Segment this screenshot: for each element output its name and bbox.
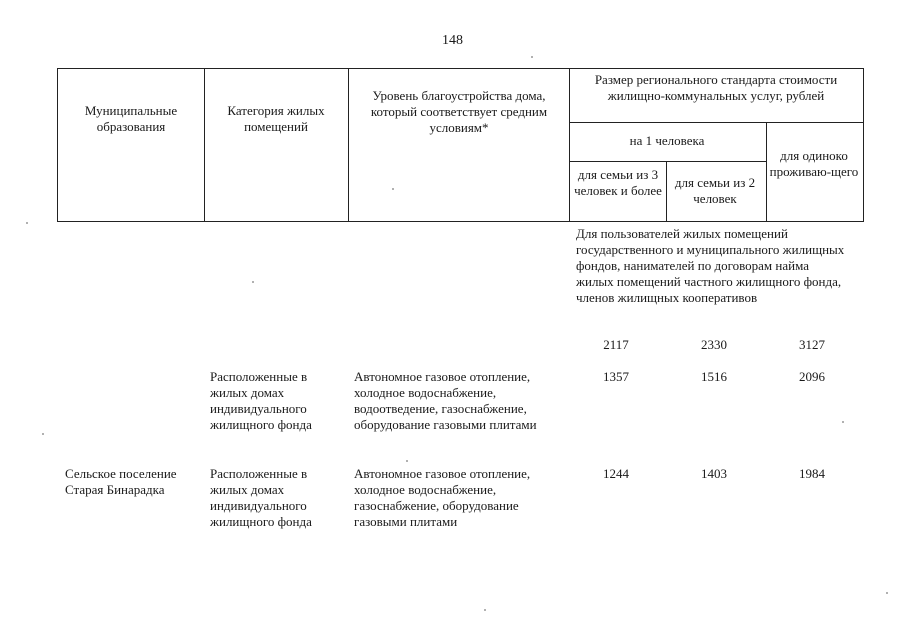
row-category: Расположенные в жилых домах индивидуального жилищного фонда: [210, 466, 312, 529]
scan-speck: [842, 421, 844, 423]
divider: [569, 122, 864, 123]
header-per-person: на 1 человека: [629, 133, 705, 148]
value-family-3: 1244: [603, 466, 629, 481]
value-single: 1984: [799, 466, 825, 481]
scan-speck: [42, 433, 44, 435]
scan-speck: [406, 460, 408, 462]
row-municipal: Сельское поселение Старая Бинарадка: [65, 466, 177, 497]
header-family-2: для семьи из 2 человек: [674, 175, 756, 206]
header-municipal: Муниципальные образования: [84, 103, 178, 134]
value-single: 2096: [799, 369, 825, 384]
value-single: 3127: [799, 337, 825, 352]
row-level: Автономное газовое отопление, холодное водоснабжение, газоснабжение, оборудование газовыми плитами: [354, 466, 531, 529]
divider: [569, 161, 766, 162]
header-single: для одиноко проживаю-щего: [769, 148, 859, 179]
users-note: Для пользователей жилых помещений государственного и муниципального жилищных фондов, нанимателей по договорам найма жилых помещений частного жилищного фонда, членов жилищных кооперативов: [576, 226, 845, 305]
row-level: Автономное газовое отопление, холодное водоснабжение, водоотведение, газоснабжение, оборудование газовыми плитами: [354, 369, 537, 432]
divider: [766, 122, 767, 222]
scan-speck: [26, 222, 28, 224]
header-family-3: для семьи из 3 человек и более: [574, 167, 662, 198]
scan-speck: [392, 188, 394, 190]
header-level: Уровень благоустройства дома, который соответствует средним условиям*: [370, 88, 548, 135]
scan-speck: [252, 281, 254, 283]
value-family-3: 1357: [603, 369, 629, 384]
value-family-2: 2330: [701, 337, 727, 352]
scan-speck: [484, 609, 486, 611]
divider: [204, 69, 205, 222]
value-family-3: 2117: [603, 337, 629, 352]
value-family-2: 1403: [701, 466, 727, 481]
page-number: 148: [442, 33, 463, 48]
divider: [569, 69, 570, 222]
header-standard: Размер регионального стандарта стоимости жилищно-коммунальных услуг, рублей: [594, 72, 838, 103]
header-category: Категория жилых помещений: [227, 103, 325, 134]
scan-speck: [886, 592, 888, 594]
scan-speck: [531, 56, 533, 58]
value-family-2: 1516: [701, 369, 727, 384]
divider: [666, 161, 667, 222]
divider: [348, 69, 349, 222]
row-category: Расположенные в жилых домах индивидуального жилищного фонда: [210, 369, 312, 432]
